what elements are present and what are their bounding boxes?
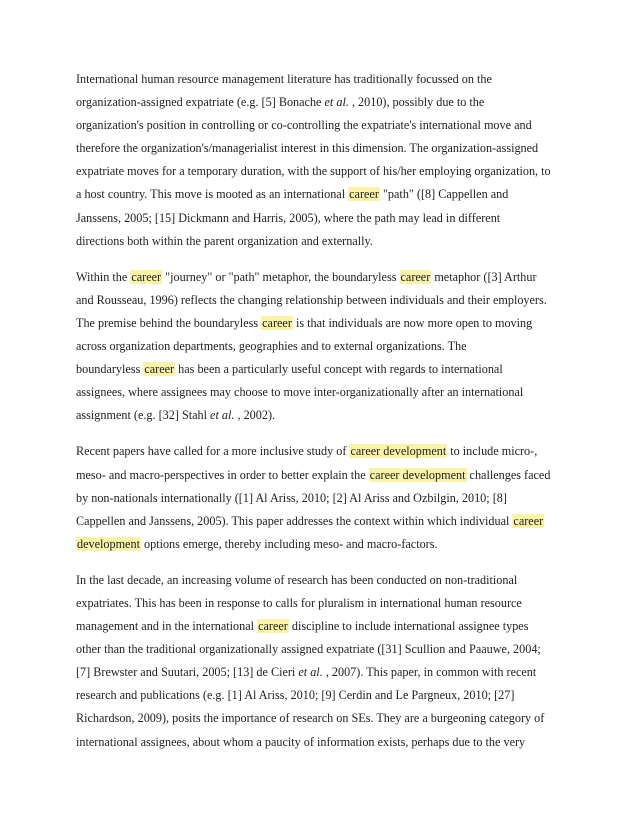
text-segment: and Rousseau, 1996) reflects the changing relationship between individuals and their employers. — [76, 292, 547, 307]
text-line — [76, 592, 566, 615]
text-segment: by non-nationals internationally ([1] Al Ariss, 2010; [2] Al Ariss and Ozbilgin, 2010; [8] — [76, 490, 507, 505]
text-line — [76, 230, 566, 253]
text-segment: , 2007). This paper, in common with recent — [322, 665, 537, 680]
text-line — [76, 404, 566, 427]
text-segment: Recent papers have called for a more inclusive study of — [76, 444, 350, 459]
text-line — [76, 731, 566, 754]
text-segment: assignment (e.g. [32] Stahl — [76, 408, 211, 423]
text-line — [76, 510, 566, 533]
italic-text: et al. — [210, 408, 235, 423]
highlighted-term: career — [400, 269, 431, 284]
text-line — [76, 661, 566, 684]
text-line — [76, 533, 566, 556]
text-line — [76, 207, 566, 230]
paragraph — [76, 569, 566, 754]
highlighted-term: career — [144, 362, 175, 377]
text-line — [76, 358, 566, 381]
text-segment: across organization departments, geographies and to external organizations. The — [76, 339, 467, 354]
text-line — [76, 464, 566, 487]
text-line — [76, 569, 566, 592]
text-segment: meso- and macro-perspectives in order to better explain the — [76, 467, 369, 482]
text-line — [76, 381, 566, 404]
text-segment: The premise behind the boundaryless — [76, 315, 262, 330]
highlighted-term: career — [262, 315, 292, 330]
text-segment: , 2010), possibly due to the — [348, 95, 485, 110]
text-segment: International human resource management literature has traditionally focussed on the — [76, 72, 492, 86]
text-line — [76, 114, 566, 137]
text-segment: expatriate moves for a temporary duration, with the support of his/her employing organization, to — [76, 164, 551, 179]
text-segment: Cappellen and Janssens, 2005). This paper addresses the context within which individual — [76, 513, 513, 528]
italic-text: et al. — [298, 665, 323, 680]
highlighted-term: career — [131, 269, 162, 284]
paragraph — [76, 440, 566, 555]
text-segment: [7] Brewster and Suutari, 2005; [13] de Cieri — [76, 665, 299, 680]
text-segment: has been a particularly useful concept with regards to international — [175, 362, 503, 377]
text-segment: is that individuals are now more open to moving — [292, 315, 533, 330]
text-segment: Richardson, 2009), posits the importance of research on SEs. They are a burgeoning category of — [76, 711, 545, 726]
text-line — [76, 312, 566, 335]
text-segment: other than the traditional organizationally assigned expatriate ([31] Scullion and Paauwe, 2004; — [76, 642, 541, 657]
text-segment: boundaryless — [76, 362, 144, 377]
text-line — [76, 335, 566, 358]
text-line — [76, 266, 566, 289]
text-segment: research and publications (e.g. [1] Al Ariss, 2010; [9] Cerdin and Le Pargneux, 2010; [27] — [76, 688, 515, 703]
text-segment: assignees, where assignees may choose to move inter-organizationally after an international — [76, 385, 524, 400]
text-segment: options emerge, thereby including meso- and macro-factors. — [140, 536, 438, 551]
highlighted-term: career development — [369, 467, 466, 482]
text-line — [76, 68, 566, 91]
text-segment: Within the — [76, 269, 131, 284]
highlighted-term: career — [258, 619, 288, 634]
text-line — [76, 638, 566, 661]
highlighted-term: career development — [350, 444, 447, 459]
text-segment: expatriates. This has been in response to calls for pluralism in international human resource — [76, 595, 522, 610]
text-line — [76, 183, 566, 206]
paragraph — [76, 68, 566, 253]
text-segment: organization's position in controlling or co-controlling the expatriate's international move and — [76, 118, 532, 133]
paragraph — [76, 266, 566, 428]
text-segment: "journey" or "path" metaphor, the boundaryless — [162, 269, 400, 284]
text-line — [76, 137, 566, 160]
text-segment: directions both within the parent organization and externally. — [76, 233, 373, 248]
text-line — [76, 487, 566, 510]
highlighted-term: career — [513, 513, 544, 528]
text-segment: "path" ([8] Cappellen and — [379, 187, 509, 202]
document-body — [76, 68, 566, 767]
italic-text: et al. — [324, 95, 349, 110]
text-segment: challenges faced — [466, 467, 551, 482]
text-segment: discipline to include international assignee types — [288, 619, 529, 634]
text-segment: metaphor ([3] Arthur — [431, 269, 537, 284]
text-line — [76, 289, 566, 312]
text-segment: organization-assigned expatriate (e.g. [5] Bonache — [76, 95, 325, 110]
text-line — [76, 160, 566, 183]
text-line — [76, 440, 566, 463]
text-segment: , 2002). — [234, 408, 276, 423]
text-segment: Janssens, 2005; [15] Dickmann and Harris, 2005), where the path may lead in different — [76, 210, 501, 225]
text-line — [76, 91, 566, 114]
text-line — [76, 684, 566, 707]
text-segment: In the last decade, an increasing volume of research has been conducted on non-traditional — [76, 572, 518, 587]
text-segment: therefore the organization's/managerialist interest in this dimension. The organization-assigned — [76, 141, 539, 156]
text-segment: a host country. This move is mooted as an international — [76, 187, 349, 202]
text-segment: international assignees, about whom a paucity of information exists, perhaps due to the very — [76, 734, 526, 749]
highlighted-term: career — [349, 187, 379, 202]
text-line — [76, 707, 566, 730]
text-segment: management and in the international — [76, 619, 258, 634]
highlighted-term: development — [77, 536, 140, 551]
text-segment: to include micro-, — [447, 444, 538, 459]
text-line — [76, 615, 566, 638]
